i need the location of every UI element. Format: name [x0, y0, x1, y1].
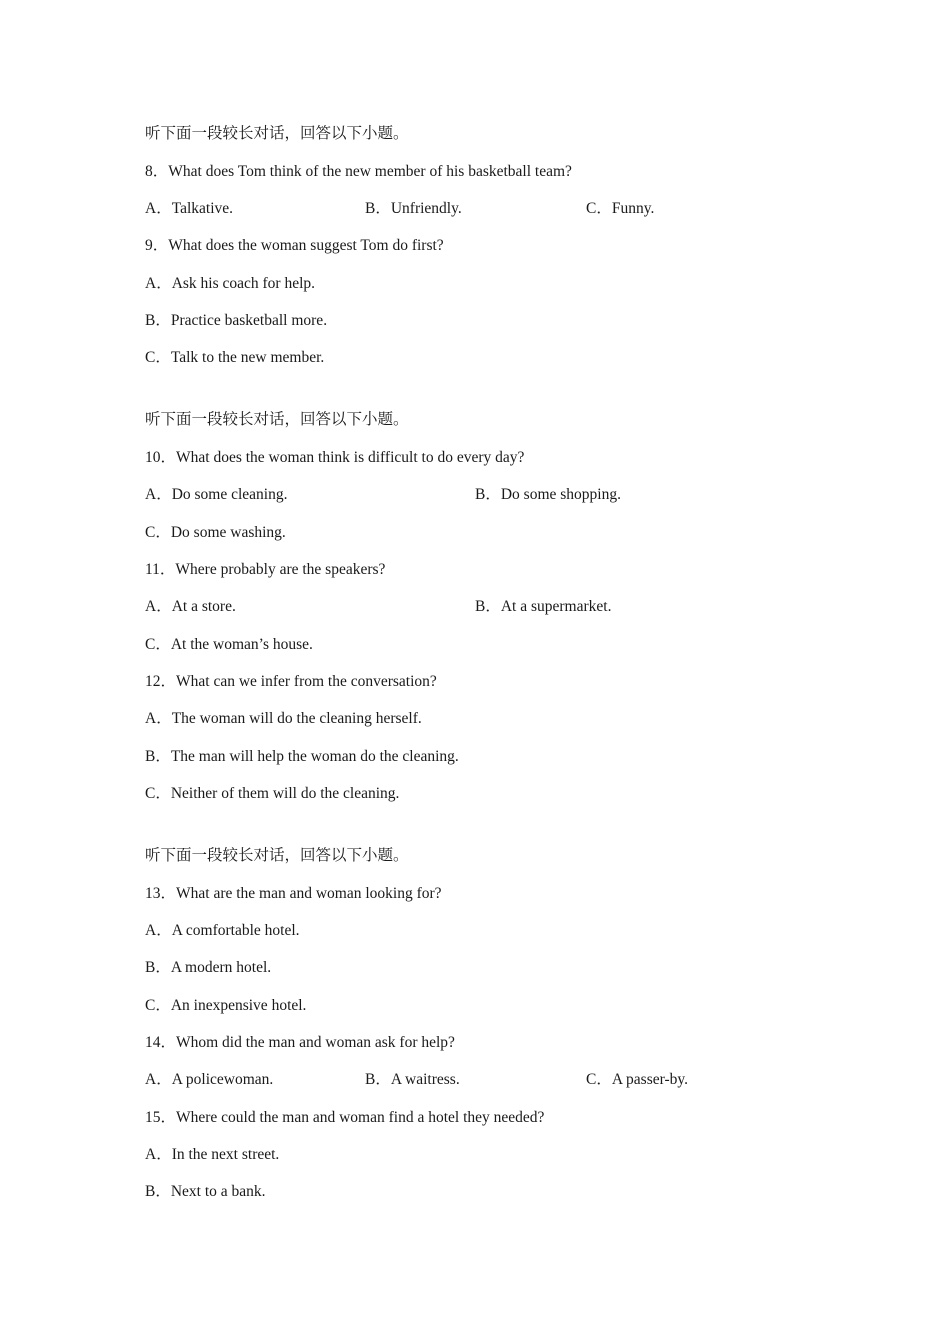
option-b: B．Next to a bank. [145, 1183, 266, 1200]
option-b: B．At a supermarket. [475, 598, 612, 615]
option-a: A．At a store. [145, 598, 236, 615]
question-stem-11: 11．Where probably are the speakers? [145, 561, 386, 578]
option-c: C．Talk to the new member. [145, 349, 325, 366]
option-a: A．Ask his coach for help. [145, 275, 316, 292]
section-heading: 听下面一段较长对话，回答以下小题。 [145, 125, 409, 142]
option-a: A．Talkative. [145, 200, 234, 217]
option-b: B．Unfriendly. [365, 200, 462, 217]
option-b: B．The man will help the woman do the cleaning. [145, 748, 459, 765]
question-stem-12: 12．What can we infer from the conversation? [145, 673, 437, 690]
option-c: C．Do some washing. [145, 524, 286, 541]
option-b: B．Do some shopping. [475, 486, 621, 503]
option-c: C．A passer-by. [586, 1071, 689, 1088]
option-c: C．At the woman’s house. [145, 636, 313, 653]
option-a: A．In the next street. [145, 1146, 280, 1163]
option-a: A．The woman will do the cleaning herself. [145, 710, 422, 727]
option-b: B．A modern hotel. [145, 959, 272, 976]
question-stem-10: 10．What does the woman think is difficult to do every day? [145, 449, 525, 466]
question-stem-8: 8．What does Tom think of the new member of his basketball team? [145, 163, 572, 180]
option-c: C．Neither of them will do the cleaning. [145, 785, 400, 802]
option-c: C．Funny. [586, 200, 655, 217]
question-stem-13: 13．What are the man and woman looking for? [145, 885, 442, 902]
option-b: B．Practice basketball more. [145, 312, 328, 329]
option-a: A．A comfortable hotel. [145, 922, 300, 939]
option-b: B．A waitress. [365, 1071, 460, 1088]
question-stem-15: 15．Where could the man and woman find a hotel they needed? [145, 1109, 545, 1126]
option-c: C．An inexpensive hotel. [145, 997, 307, 1014]
option-a: A．Do some cleaning. [145, 486, 288, 503]
option-a: A．A policewoman. [145, 1071, 274, 1088]
section-heading: 听下面一段较长对话，回答以下小题。 [145, 411, 409, 428]
question-stem-9: 9．What does the woman suggest Tom do first? [145, 237, 444, 254]
section-heading: 听下面一段较长对话，回答以下小题。 [145, 847, 409, 864]
question-stem-14: 14．Whom did the man and woman ask for help? [145, 1034, 455, 1051]
